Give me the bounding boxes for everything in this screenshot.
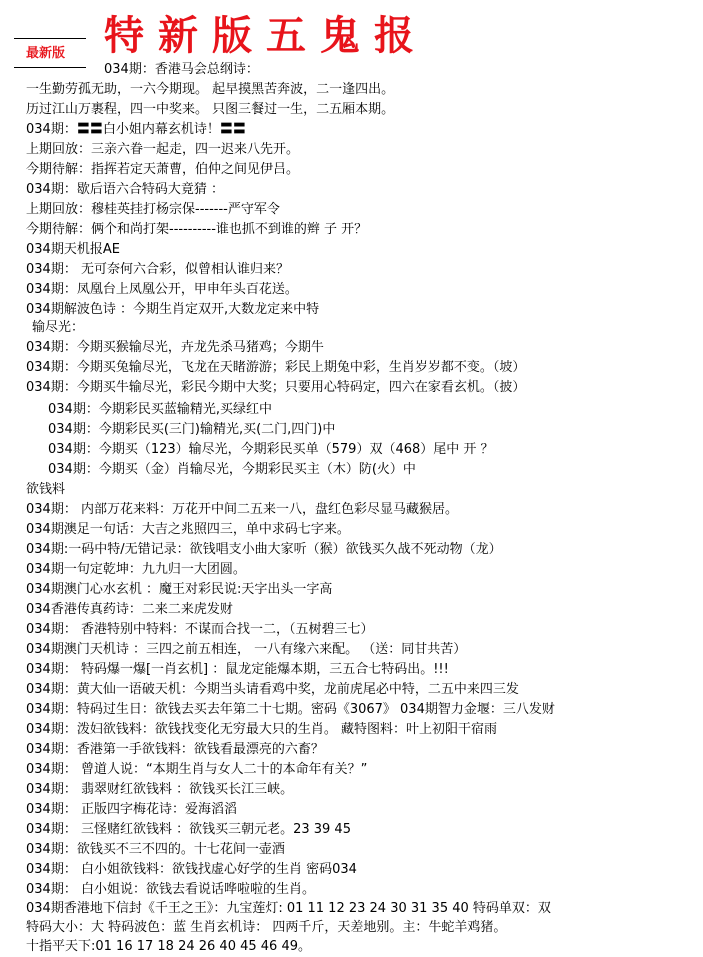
- text-line: 034期：今期买兔输尽光，飞龙在天睹游游；彩民上期兔中彩，生肖岁岁都不变。（坡）: [26, 360, 526, 375]
- text-line: 034期：今期彩民买(三门)输精光,买(二门,四门)中: [48, 422, 336, 437]
- text-line: 034期一句定乾坤：九九归一大团圆。: [26, 562, 246, 577]
- text-line: 034期澳足一句话：大吉之兆照四三，单中求码七字来。: [26, 522, 350, 537]
- text-line: 034期：香港马会总纲诗：: [104, 62, 259, 77]
- edition-badge: 最新版: [26, 46, 66, 61]
- text-line: 034期：今期买牛输尽光，彩民今期中大奖；只要用心特码定，四六在家看玄机。（披）: [26, 380, 526, 395]
- text-line: 034期天机报AE: [26, 242, 120, 257]
- text-line: 034期：香港第一手欲钱料：欲钱看最漂亮的六畜？: [26, 742, 324, 757]
- divider-bottom: [14, 67, 86, 68]
- text-line: 历过江山万裹程，四一中奖来。 只图三餐过一生，二五厢本期。: [26, 102, 395, 117]
- text-line: 034期：泼妇欲钱料：欲钱找变化无穷最大只的生肖。 藏特图料：叶上初阳干宿雨: [26, 722, 497, 737]
- text-line: 034期解波色诗 ：今期生肖定双开,大数龙定来中特: [26, 302, 320, 317]
- text-line: 十指平天下:01 16 17 18 24 26 40 45 46 49。: [26, 939, 311, 954]
- text-line: 034期：凤凰台上凤凰公开，甲申年头百花送。: [26, 282, 298, 297]
- text-line: 034期： 曾道人说：“本期生肖与女人二十的本命年有关？”: [26, 762, 368, 777]
- text-line: 034期： 特码爆一爆[一肖玄机] ：鼠龙定能爆本期，三五合七特码出。!!!: [26, 662, 449, 677]
- text-line: 034期：今期彩民买蓝输精光,买绿红中: [48, 402, 272, 417]
- text-line: 今期待解：指挥若定天萧曹，伯仲之间见伊吕。: [26, 162, 300, 177]
- text-line: 034期： 内部万花来料：万花开中间二五来一八，盘红色彩尽显马藏猴居。: [26, 502, 458, 517]
- text-line: 034期:一码中特/无错记录：欲钱唱支小曲大家听（猴）欲钱买久战不死动物（龙）: [26, 542, 502, 557]
- text-line: 034期香港地下信封《千王之王》：九宝莲灯: 01 11 12 23 24 30 31 35 40 特码单双：双: [26, 901, 551, 916]
- text-line: 034期： 三怪赌红欲钱料 ：欲钱买三朝元老。23 39 45: [26, 822, 351, 837]
- text-line: 今期待解：俩个和尚打架----------谁也抓不到谁的辫 子 开？: [26, 222, 368, 237]
- text-line: 034期：今期买（金）肖输尽光，今期彩民买主（木）防(火）中: [48, 462, 416, 477]
- text-line: 上期回放：穆桂英挂打杨宗保-------严守军令: [26, 202, 280, 217]
- text-line: 欲钱料: [26, 482, 66, 497]
- text-line: 特码大小：大 特码波色：蓝 生肖玄机诗： 四两千斤，天差地别。主：牛蛇羊鸡猪。: [26, 920, 507, 935]
- page-title: 特新版五鬼报: [104, 12, 428, 59]
- text-line: 034期： 翡翠财红欲钱料 ：欲钱买长江三峡。: [26, 782, 294, 797]
- text-line: 034期澳门天机诗 ：三四之前五相连， 一八有缘六来配。 （送：同甘共苦）: [26, 642, 467, 657]
- text-line: 034期： 无可奈何六合彩，似曾相认谁归来？: [26, 262, 289, 277]
- text-line: 034期：黄大仙一语破天机：今期当头请看鸡中奖，龙前虎尾必中特，二五中来四三发: [26, 682, 519, 697]
- text-line: 034期： 正版四字梅花诗：爱海滔滔: [26, 802, 237, 817]
- text-line: 034期：欲钱买不三不四的。十七花间一壶酒: [26, 842, 285, 857]
- divider-top: [14, 38, 86, 39]
- text-line: 034期：特码过生日：欲钱去买去年第二十七期。密码《3067》 034期智力金堰：三八发财: [26, 702, 555, 717]
- text-line: 一生勤劳孤无助，一六今期现。 起早摸黑苦奔波，二一逢四出。: [26, 82, 395, 97]
- text-line: 034期： 白小姐欲钱料：欲钱找虚心好学的生肖 密码034: [26, 862, 357, 877]
- text-line: 034期：今期买（123）输尽光，今期彩民买单（579）双（468）尾中 开 ？: [48, 442, 494, 457]
- text-line: 上期回放：三亲六眷一起走，四一迟来八先开。: [26, 142, 300, 157]
- text-line: 034期：今期买猴输尽光，卉龙先杀马猪鸡；今期牛: [26, 340, 324, 355]
- text-line: 034香港传真药诗：二来二来虎发财: [26, 602, 233, 617]
- text-line: 输尽光：: [32, 320, 85, 335]
- text-line: 034期：歇后语六合特码大竟猜 ：: [26, 182, 224, 197]
- text-line: 034期：〓〓白小姐内幕玄机诗！〓〓: [26, 122, 246, 137]
- text-line: 034期澳门心水玄机 ：魔王对彩民说:天字出头一字高: [26, 582, 333, 597]
- text-line: 034期： 香港特别中特料：不谋而合找一二，（五树碧三七）: [26, 622, 374, 637]
- text-line: 034期： 白小姐说：欲钱去看说话哗啦啦的生肖。: [26, 882, 315, 897]
